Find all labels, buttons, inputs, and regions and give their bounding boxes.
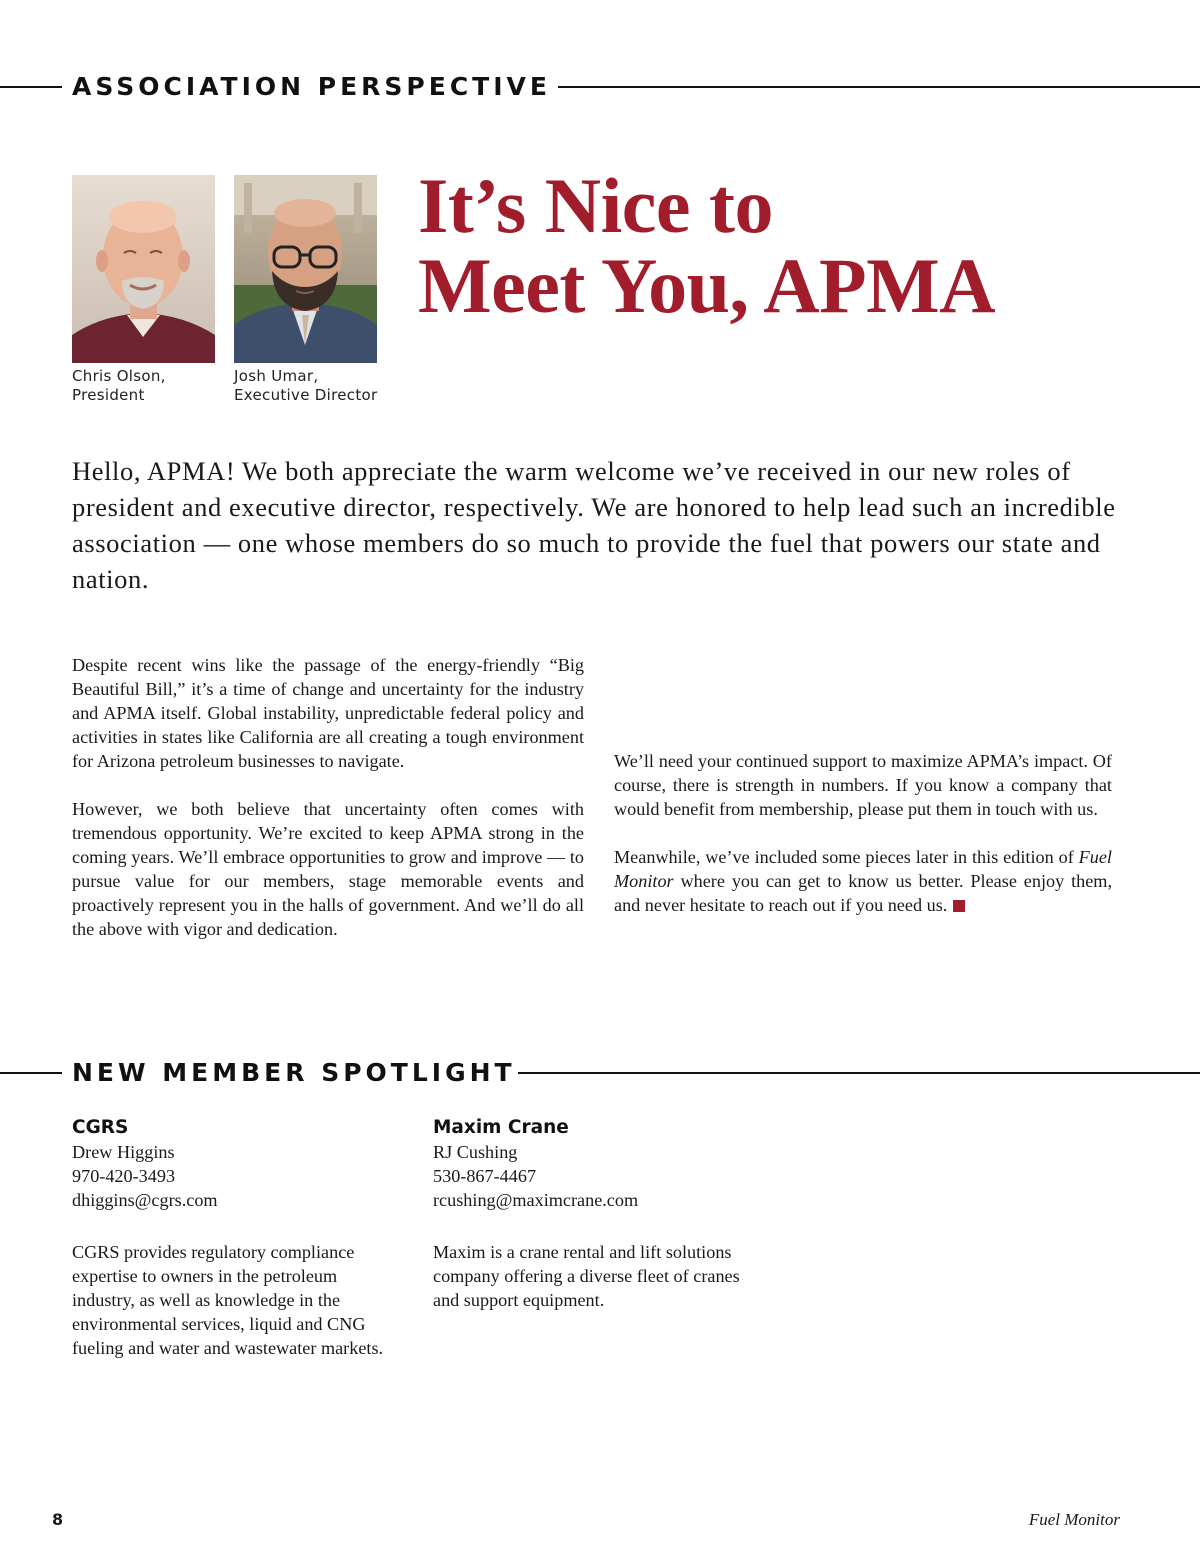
member-contact: Drew Higgins	[72, 1142, 175, 1162]
section-header-spotlight	[0, 1058, 1200, 1088]
end-mark-icon	[953, 900, 965, 912]
article-title	[418, 162, 1158, 329]
header-rule-right	[518, 1072, 1200, 1074]
caption-chris-olson	[72, 367, 166, 405]
caption-role: Executive Director	[234, 386, 378, 404]
closing-text-start: Meanwhile, we’ve included some pieces later in this edition of	[614, 847, 1079, 867]
member-card	[72, 1116, 392, 1360]
caption-name: Josh Umar,	[234, 367, 319, 385]
closing-paragraph	[614, 845, 1112, 917]
article-intro: Hello, APMA! We both appreciate the warm welcome we’ve received in our new roles of president and executive director, respectively. We are honored to help lead such an incredible association — one whose members do so much to provide the fuel that powers our state and nation.	[72, 456, 1116, 594]
publication-footer: Fuel Monitor	[1028, 1510, 1120, 1529]
member-contact: RJ Cushing	[433, 1142, 518, 1162]
member-email: rcushing@maximcrane.com	[433, 1190, 639, 1210]
caption-josh-umar	[234, 367, 377, 405]
member-description: CGRS provides regulatory compliance expertise to owners in the petroleum industry, as well as knowledge in the environmental services, liquid and CNG fueling and water and wastewater markets.	[72, 1242, 384, 1358]
section-label: ASSOCIATION PERSPECTIVE	[72, 72, 551, 101]
caption-name: Chris Olson,	[72, 367, 166, 385]
portrait-illustration	[72, 175, 215, 363]
page-number: 8	[52, 1510, 64, 1529]
body-column-left	[72, 653, 584, 965]
body-paragraph: However, we both believe that uncertainty often comes with tremendous opportunity. We’re excited to keep APMA strong in the coming years. We’ll embrace opportunities to grow and improve — to pursue value for our members, stage memorable events and proactively represent you in the halls of government. And we’ll do all the above with vigor and dedication.	[72, 799, 584, 939]
section-header-association	[0, 72, 1200, 102]
member-company: CGRS	[72, 1117, 129, 1138]
member-phone: 970-420-3493	[72, 1166, 176, 1186]
header-rule-left	[0, 1072, 62, 1074]
member-card	[433, 1116, 763, 1312]
title-line-2: Meet You, APMA	[418, 242, 996, 329]
member-email: dhiggins@cgrs.com	[72, 1190, 218, 1210]
body-paragraph: We’ll need your continued support to maximize APMA’s impact. Of course, there is strength in numbers. If you know a company that would benefit from membership, please put them in touch with us.	[614, 751, 1112, 819]
member-description: Maxim is a crane rental and lift solutions company offering a diverse fleet of cranes and support equipment.	[433, 1242, 740, 1310]
member-phone: 530-867-4467	[433, 1166, 537, 1186]
header-rule-left	[0, 86, 62, 88]
photo-josh-umar	[234, 175, 377, 363]
closing-text-end: where you can get to know us better. Please enjoy them, and never hesitate to reach out if you need us.	[614, 871, 1112, 915]
title-line-1: It’s Nice to	[418, 162, 773, 249]
section-label: NEW MEMBER SPOTLIGHT	[72, 1058, 516, 1087]
body-paragraph: Despite recent wins like the passage of the energy-friendly “Big Beautiful Bill,” it’s a time of change and uncertainty for the industry and APMA itself. Global instability, unpredictable federal policy and activities in states like California are all creating a tough environment for Arizona petroleum businesses to navigate.	[72, 655, 584, 771]
publication-name: Fuel Monitor	[614, 847, 1112, 891]
portrait-illustration	[234, 175, 377, 363]
caption-role: President	[72, 386, 145, 404]
member-company: Maxim Crane	[433, 1117, 569, 1138]
header-rule-right	[558, 86, 1200, 88]
photo-chris-olson	[72, 175, 215, 363]
body-column-right	[614, 749, 1112, 941]
